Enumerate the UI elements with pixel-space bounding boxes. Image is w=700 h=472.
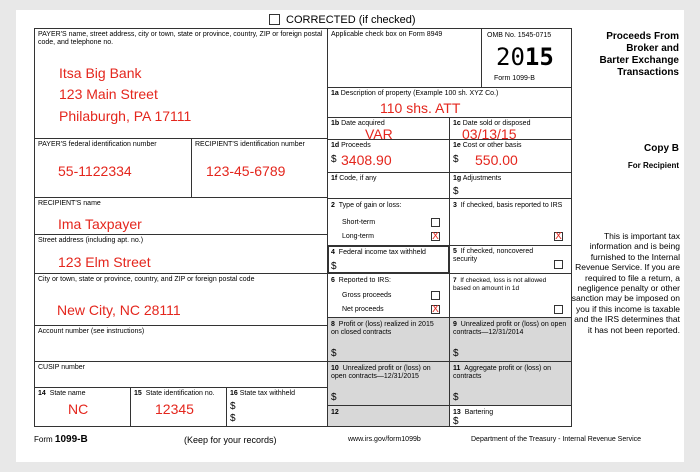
box-3-text: If checked, basis reported to IRS bbox=[460, 202, 563, 209]
box-9-text: Unrealized profit or (loss) on open contracts—12/31/2014 bbox=[453, 321, 567, 336]
box-1f-text: Code, if any bbox=[339, 175, 377, 182]
title-line1: Proceeds From bbox=[606, 31, 679, 42]
box-14-num: 14 bbox=[38, 390, 46, 397]
box-8 bbox=[327, 317, 450, 362]
box-1e bbox=[449, 139, 572, 173]
box-1g-text: Adjustments bbox=[462, 175, 502, 182]
box-1d bbox=[327, 139, 450, 173]
box-1f-num: 1f bbox=[331, 175, 338, 182]
payer-id-box bbox=[34, 138, 192, 198]
box-11-text: Aggregate profit or (loss) on contracts bbox=[453, 365, 552, 380]
gross-proceeds-checkbox[interactable] bbox=[431, 291, 440, 300]
box-11-num: 11 bbox=[453, 365, 461, 372]
box-10-text: Unrealized profit or (loss) on open contracts—12/31/2015 bbox=[331, 365, 431, 380]
form-title bbox=[579, 31, 679, 79]
recipient-city: New City, NC 28111 bbox=[57, 302, 181, 318]
box-16-dollar2: $ bbox=[230, 413, 236, 424]
gross-proceeds-label: Gross proceeds bbox=[342, 292, 392, 299]
box-7-num: 7 bbox=[453, 277, 457, 284]
box-1b-num: 1b bbox=[331, 120, 340, 127]
recipient-city-label: City or town, state or province, country, and ZIP or foreign postal code bbox=[38, 276, 255, 283]
recipient-id-label: RECIPIENT'S identification number bbox=[195, 141, 305, 148]
box-1g bbox=[449, 172, 572, 199]
tax-year-suffix: 15 bbox=[524, 43, 554, 71]
footer-url[interactable]: www.irs.gov/form1099b bbox=[348, 436, 421, 443]
box-12-num: 12 bbox=[331, 409, 339, 416]
tax-year-prefix: 20 bbox=[496, 43, 525, 71]
payer-street: 123 Main Street bbox=[59, 86, 158, 102]
box-14 bbox=[34, 387, 131, 427]
box-1d-num: 1d bbox=[331, 142, 340, 149]
net-proceeds-checkbox[interactable]: X bbox=[432, 304, 439, 315]
short-term-checkbox[interactable] bbox=[431, 218, 440, 227]
box-14-label bbox=[38, 390, 86, 398]
corrected-label: CORRECTED (if checked) bbox=[286, 14, 416, 26]
box-10-label bbox=[331, 365, 447, 381]
recipient-street: 123 Elm Street bbox=[58, 254, 151, 270]
footer-keep: (Keep for your records) bbox=[184, 435, 277, 445]
box-6-text: Reported to IRS: bbox=[338, 277, 391, 284]
box-8-num: 8 bbox=[331, 321, 335, 328]
box-5-label bbox=[453, 248, 553, 264]
cusip-label: CUSIP number bbox=[38, 364, 85, 371]
footer-dept: Department of the Treasury - Internal Revenue Service bbox=[471, 436, 642, 443]
net-proceeds-label: Net proceeds bbox=[342, 306, 384, 313]
cusip-box bbox=[34, 361, 328, 388]
box-6 bbox=[327, 273, 450, 318]
noncovered-checkbox[interactable] bbox=[554, 260, 563, 269]
box-1d-dollar: $ bbox=[331, 154, 337, 165]
box-1e-value: 550.00 bbox=[475, 152, 518, 168]
box-1f-label bbox=[331, 175, 377, 183]
box-3-num: 3 bbox=[453, 202, 457, 209]
long-term-label: Long-term bbox=[342, 233, 374, 240]
box-8-label bbox=[331, 321, 443, 337]
footer-form-label: Form bbox=[34, 435, 53, 444]
box-10-dollar: $ bbox=[331, 392, 337, 403]
tax-year bbox=[496, 44, 554, 70]
box-2-label bbox=[331, 202, 401, 210]
box-15-text: State identification no. bbox=[145, 390, 215, 397]
box-13-num: 13 bbox=[453, 409, 461, 416]
box-16 bbox=[226, 387, 328, 427]
corrected-checkbox[interactable] bbox=[269, 14, 280, 25]
box-16-num: 16 bbox=[230, 390, 238, 397]
box-6-label bbox=[331, 277, 391, 285]
box-2-text: Type of gain or loss: bbox=[338, 202, 402, 209]
box-1d-text: Proceeds bbox=[341, 142, 371, 149]
recipient-name-label: RECIPIENT'S name bbox=[38, 200, 101, 207]
box-1e-label bbox=[453, 142, 522, 150]
box-7-text: If checked, loss is not allowed based on amount in 1d bbox=[453, 277, 547, 292]
payer-id-value: 55-1122334 bbox=[58, 163, 132, 179]
recipient-street-box bbox=[34, 234, 328, 274]
box-2 bbox=[327, 198, 450, 246]
footer-form bbox=[34, 435, 88, 445]
box-1a bbox=[327, 87, 572, 118]
recipient-id-box bbox=[191, 138, 328, 198]
title-line2: Broker and bbox=[626, 43, 679, 54]
box-11-label bbox=[453, 365, 565, 381]
box-1a-label bbox=[331, 90, 498, 98]
box-1e-dollar: $ bbox=[453, 154, 459, 165]
footer-form-name: 1099-B bbox=[54, 434, 88, 445]
box-13-dollar: $ bbox=[453, 416, 459, 427]
box-5 bbox=[449, 245, 572, 274]
box-1b-value: VAR bbox=[365, 126, 393, 142]
box-10-num: 10 bbox=[331, 365, 339, 372]
box-5-text: If checked, noncovered security bbox=[453, 248, 534, 263]
payer-id-label: PAYER'S federal identification number bbox=[38, 141, 157, 148]
omb-form bbox=[494, 75, 535, 83]
recipient-city-box bbox=[34, 273, 328, 326]
box-1a-text: Description of property (Example 100 sh. XYZ Co.) bbox=[340, 90, 499, 97]
box-1f bbox=[327, 172, 450, 199]
box-6-num: 6 bbox=[331, 277, 335, 284]
box-15 bbox=[130, 387, 227, 427]
box-16-text: State tax withheld bbox=[239, 390, 296, 397]
basis-reported-checkbox[interactable]: X bbox=[555, 231, 562, 242]
box-7-label bbox=[453, 277, 563, 293]
box-9 bbox=[449, 317, 572, 362]
omb-box bbox=[481, 28, 572, 88]
loss-not-allowed-checkbox[interactable] bbox=[554, 305, 563, 314]
box-11-dollar: $ bbox=[453, 392, 459, 403]
box-2-num: 2 bbox=[331, 202, 335, 209]
omb-number: OMB No. 1545-0715 bbox=[487, 32, 552, 39]
box-9-dollar: $ bbox=[453, 348, 459, 359]
box-1c bbox=[449, 117, 572, 140]
box-3 bbox=[449, 198, 572, 246]
payer-box bbox=[34, 28, 328, 139]
payer-city: Philaburgh, PA 17111 bbox=[59, 108, 192, 124]
box-4 bbox=[327, 245, 450, 274]
box-9-num: 9 bbox=[453, 321, 457, 328]
box-13-label bbox=[453, 409, 493, 417]
copy-subtitle: For Recipient bbox=[627, 161, 679, 170]
box-4-label bbox=[331, 249, 426, 257]
recipient-street-label: Street address (including apt. no.) bbox=[38, 237, 144, 244]
box-15-value: 12345 bbox=[155, 401, 194, 417]
box-1g-dollar: $ bbox=[453, 186, 459, 197]
box-1a-value: 110 shs. ATT bbox=[380, 100, 461, 116]
payer-label: PAYER'S name, street address, city or town, state or province, country, ZIP or foreign postal code, and telephone no. bbox=[38, 31, 323, 46]
form8949-label: Applicable check box on Form 8949 bbox=[331, 31, 443, 38]
copy-title: Copy B bbox=[644, 143, 679, 154]
recipient-id-value: 123-45-6789 bbox=[206, 163, 286, 179]
box-14-text: State name bbox=[49, 390, 86, 397]
box-16-dollar1: $ bbox=[230, 401, 236, 412]
box-12 bbox=[327, 405, 450, 427]
box-1e-num: 1e bbox=[453, 142, 461, 149]
box-4-num: 4 bbox=[331, 249, 335, 256]
box-1c-text: Date sold or disposed bbox=[462, 120, 531, 127]
box-1d-value: 3408.90 bbox=[341, 152, 392, 168]
box-10 bbox=[327, 361, 450, 406]
recipient-name: Ima Taxpayer bbox=[58, 216, 142, 232]
box-1e-text: Cost or other basis bbox=[462, 142, 522, 149]
box-1b-text: Date acquired bbox=[341, 120, 385, 127]
box-5-num: 5 bbox=[453, 248, 457, 255]
box-7 bbox=[449, 273, 572, 318]
box-3-label bbox=[453, 202, 565, 210]
title-line4: Transactions bbox=[617, 67, 679, 78]
box-1c-value: 03/13/15 bbox=[462, 126, 517, 142]
box-15-num: 15 bbox=[134, 390, 142, 397]
box-8-dollar: $ bbox=[331, 348, 337, 359]
recipient-name-box bbox=[34, 197, 328, 235]
omb-form-label: Form bbox=[494, 75, 511, 82]
box-1a-num: 1a bbox=[331, 90, 339, 97]
long-term-checkbox[interactable]: X bbox=[432, 231, 439, 242]
box-9-label bbox=[453, 321, 569, 337]
box-4-dollar: $ bbox=[331, 261, 337, 272]
box-14-value: NC bbox=[68, 401, 89, 417]
important-notice: This is important tax information and is being furnished to the Internal Revenue Service. If you are required to file a return, a negligence penalty or other sanction may be imposed on you if this income is taxable and the IRS determines that it has not been reported. bbox=[571, 231, 680, 335]
box-1g-num: 1g bbox=[453, 175, 462, 182]
box-11 bbox=[449, 361, 572, 406]
box-1b bbox=[327, 117, 450, 140]
box-13 bbox=[449, 405, 572, 427]
form-1099b bbox=[16, 10, 684, 462]
box-1c-num: 1c bbox=[453, 120, 461, 127]
account-label: Account number (see instructions) bbox=[38, 328, 145, 335]
title-line3: Barter Exchange bbox=[599, 55, 679, 66]
box-1d-label bbox=[331, 142, 371, 150]
account-box bbox=[34, 325, 328, 362]
short-term-label: Short-term bbox=[342, 219, 376, 226]
box-4-text: Federal income tax withheld bbox=[338, 249, 426, 256]
box-16-label bbox=[230, 390, 295, 398]
box-1g-label bbox=[453, 175, 501, 183]
omb-form-name: 1099-B bbox=[512, 75, 535, 82]
box-15-label bbox=[134, 390, 215, 398]
box-13-text: Bartering bbox=[464, 409, 494, 416]
payer-name: Itsa Big Bank bbox=[59, 65, 142, 81]
form8949-box bbox=[327, 28, 482, 88]
box-8-text: Profit or (loss) realized in 2015 on closed contracts bbox=[331, 321, 434, 336]
